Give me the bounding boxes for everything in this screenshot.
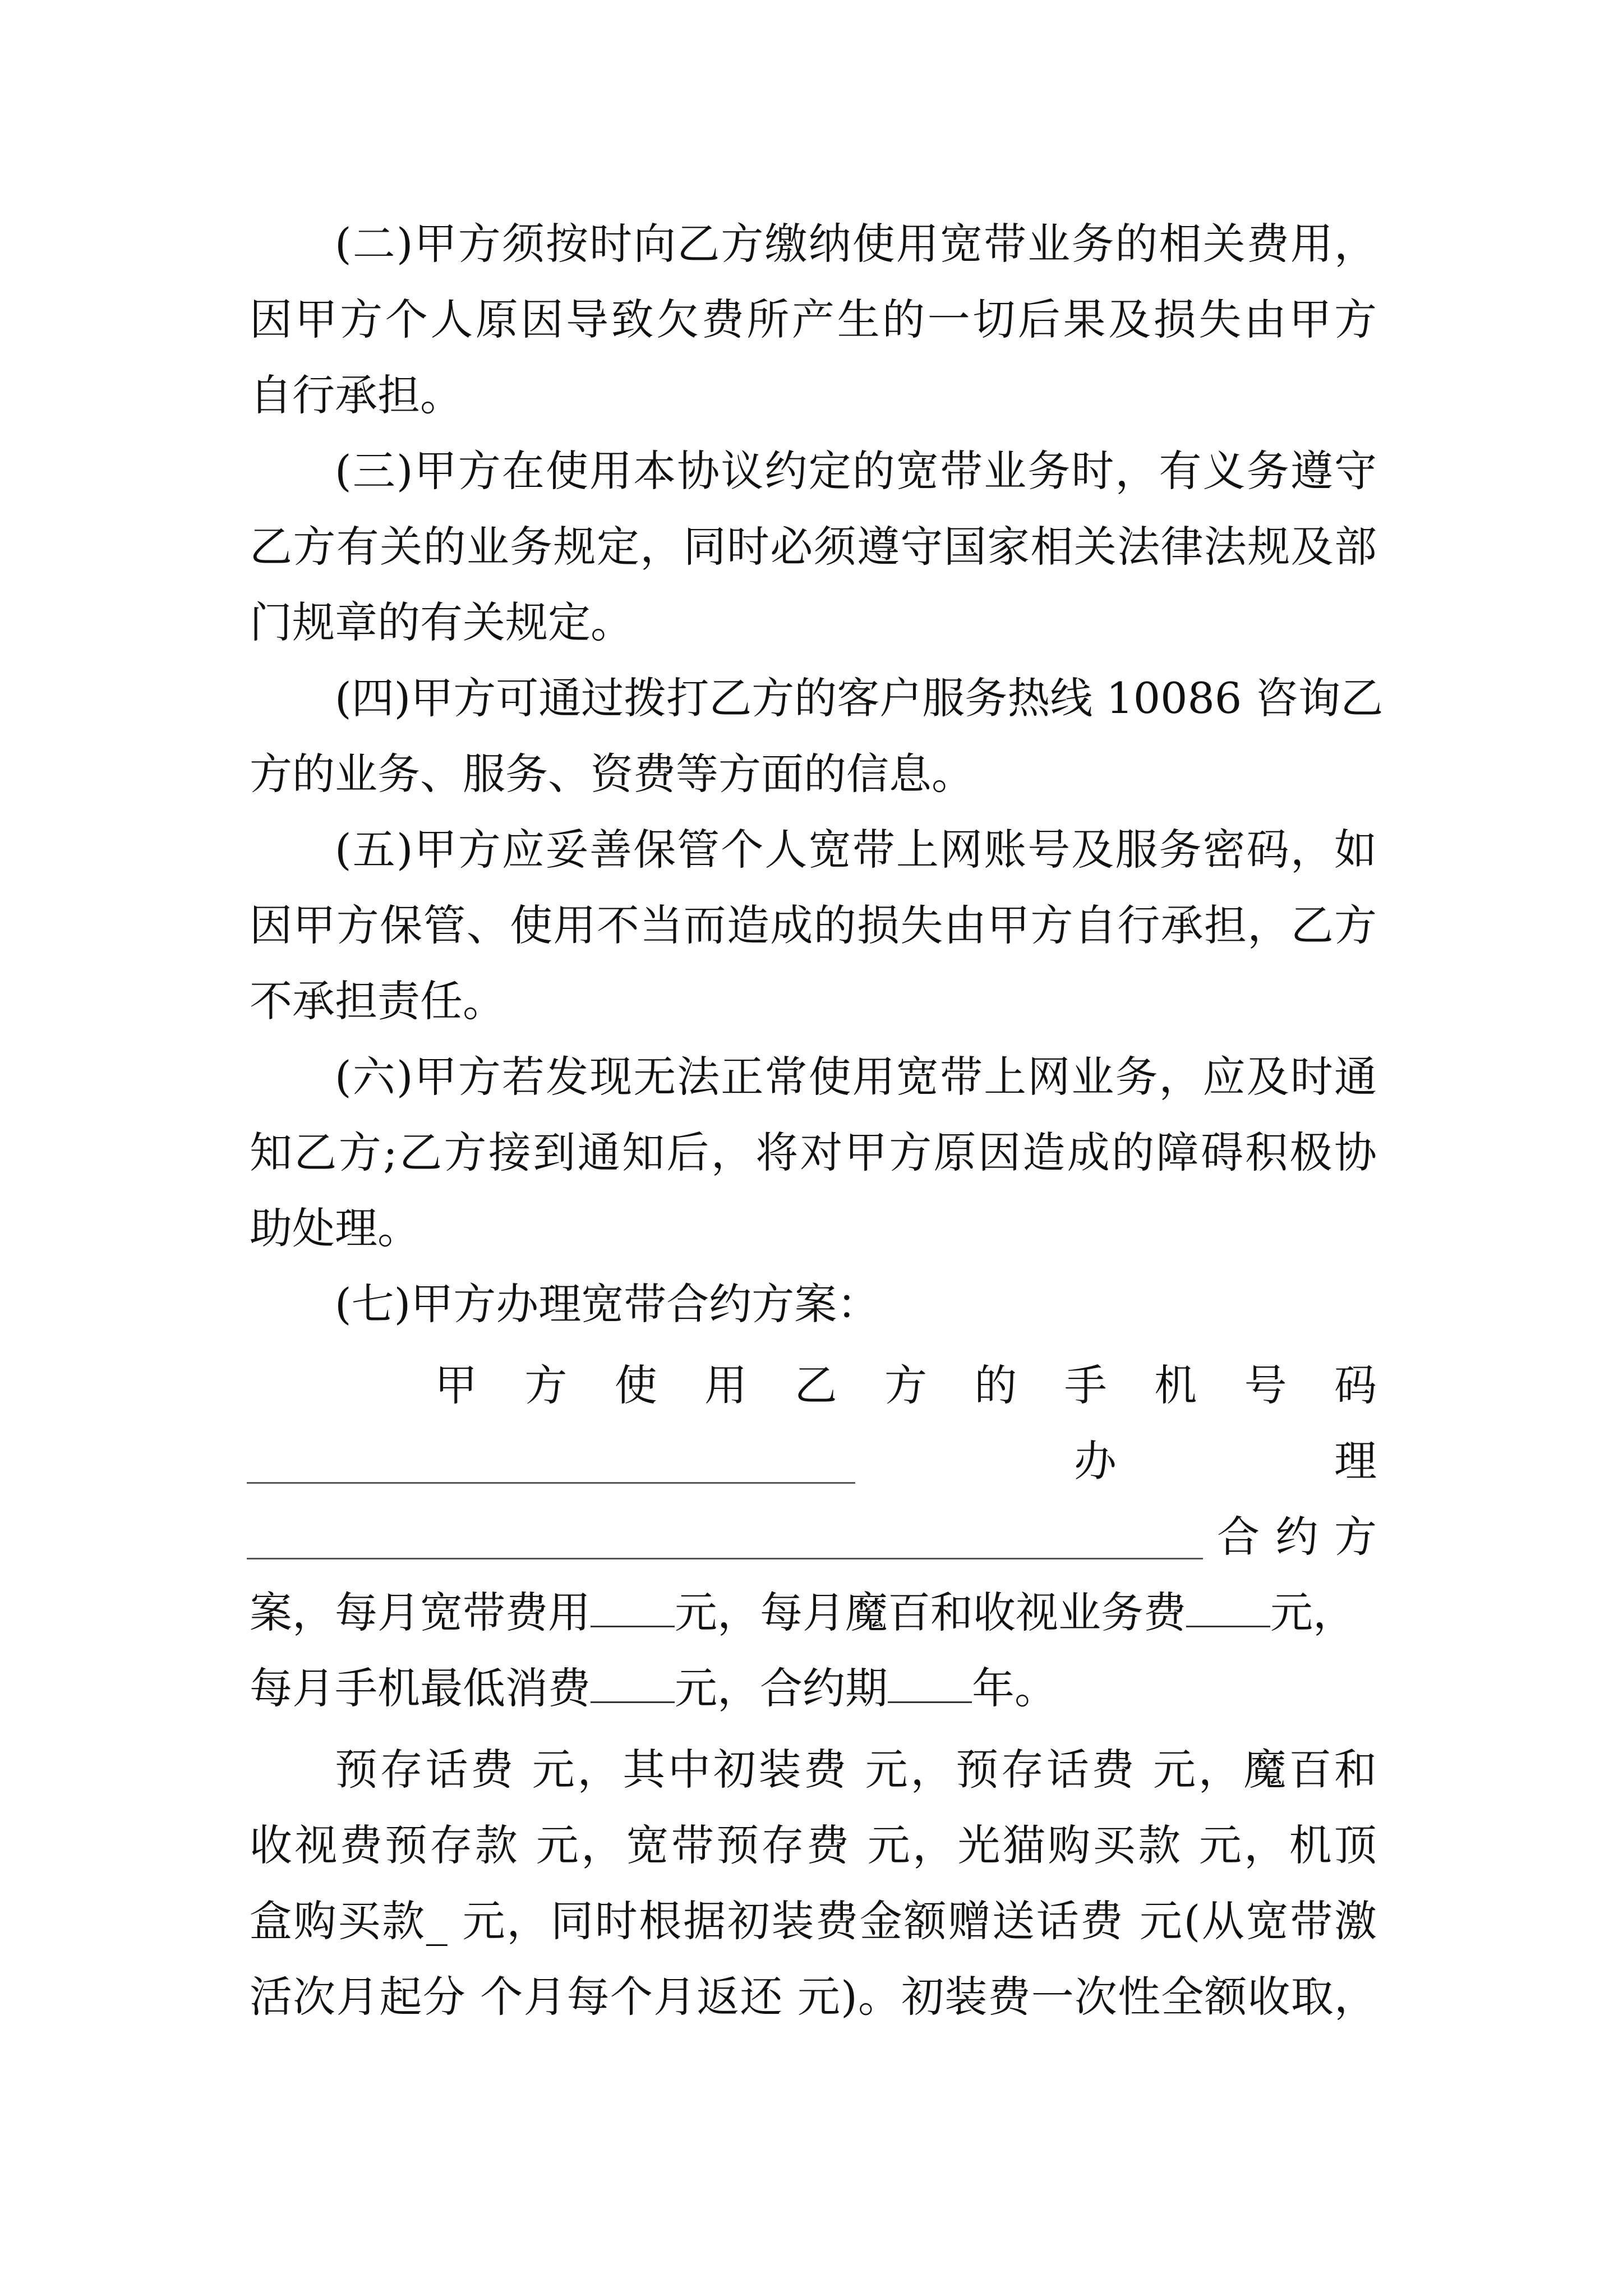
paragraph-5-line-1: (五)甲方应妥善保管个人宽带上网账号及服务密码，如 <box>335 825 1377 875</box>
paragraph-5-line-3: 不承担责任。 <box>250 976 505 1026</box>
contract-period-blank[interactable] <box>888 1668 972 1703</box>
paragraph-6-line-3: 助处理。 <box>250 1203 420 1253</box>
contract-line-5-b: 元，合约期 <box>675 1663 888 1713</box>
contract-line-5-c: 年。 <box>972 1663 1057 1713</box>
phone-number-blank[interactable] <box>247 1482 855 1484</box>
contract-line-4-b: 元，每月魔百和收视业务费 <box>675 1588 1186 1637</box>
broadband-fee-blank[interactable] <box>591 1592 675 1627</box>
prepay-line-4: 活次月起分 个月每个月返还 元)。初装费一次性全额收取， <box>250 1972 1377 2022</box>
paragraph-4-line-2: 方的业务、服务、资费等方面的信息。 <box>250 749 974 799</box>
paragraph-2-line-3: 自行承担。 <box>250 370 463 420</box>
paragraph-6-line-1: (六)甲方若发现无法正常使用宽带上网业务，应及时通 <box>335 1052 1377 1102</box>
contract-line-4-a: 案，每月宽带费用 <box>250 1588 591 1637</box>
contract-line-1: 甲 方 使 用 乙 方 的 手 机 号 码 <box>435 1360 1377 1410</box>
paragraph-3-line-3: 门规章的有关规定。 <box>250 597 633 647</box>
prepay-line-3: 盒购买款_ 元，同时根据初装费金额赠送话费 元(从宽带激 <box>250 1896 1377 1946</box>
min-spend-blank[interactable] <box>591 1668 675 1703</box>
paragraph-7-line-1: (七)甲方办理宽带合约方案： <box>335 1279 880 1329</box>
plan-name-blank[interactable] <box>247 1558 1203 1559</box>
prepay-line-1: 预存话费 元，其中初装费 元，预存话费 元，魔百和 <box>335 1745 1377 1795</box>
paragraph-6-line-2: 知乙方;乙方接到通知后，将对甲方原因造成的障碍积极协 <box>250 1128 1377 1177</box>
paragraph-3-line-2: 乙方有关的业务规定，同时必须遵守国家相关法律法规及部 <box>250 522 1377 572</box>
contract-line-2-text: 办 理 <box>1074 1436 1377 1486</box>
contract-line-4 <box>250 1585 1377 1641</box>
contract-line-3-text: 合 约 方 <box>1217 1512 1377 1562</box>
contract-line-5 <box>250 1660 1377 1717</box>
contract-line-5-a: 每月手机最低消费 <box>250 1663 591 1713</box>
tv-fee-blank[interactable] <box>1186 1592 1270 1627</box>
paragraph-4-line-1: (四)甲方可通过拨打乙方的客户服务热线 10086 咨询乙 <box>335 673 1384 723</box>
contract-line-4-c: 元， <box>1270 1588 1355 1637</box>
paragraph-3-line-1: (三)甲方在使用本协议约定的宽带业务时，有义务遵守 <box>335 446 1377 496</box>
paragraph-5-line-2: 因甲方保管、使用不当而造成的损失由甲方自行承担，乙方 <box>250 900 1377 950</box>
prepay-line-2: 收视费预存款 元，宽带预存费 元，光猫购买款 元，机顶 <box>250 1820 1377 1870</box>
paragraph-2-line-2: 因甲方个人原因导致欠费所产生的一切后果及损失由甲方 <box>250 295 1377 344</box>
paragraph-2-line-1: (二)甲方须按时向乙方缴纳使用宽带业务的相关费用， <box>335 219 1377 269</box>
